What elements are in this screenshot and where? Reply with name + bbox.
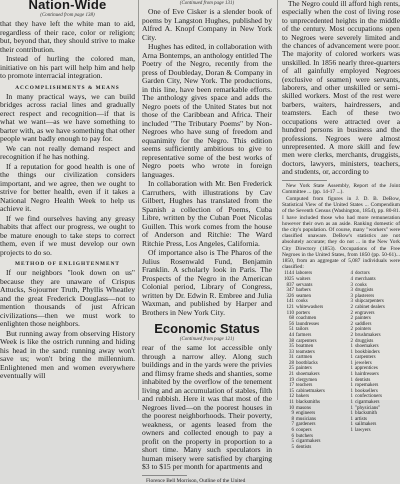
occupation-count: 17 xyxy=(289,383,294,389)
continued-note: (Continued from page 138) xyxy=(40,13,95,18)
occupation-count: 8 xyxy=(291,416,294,422)
occupation-count: 3 xyxy=(350,282,353,288)
occupation-name: cabinetmakers xyxy=(296,388,325,394)
occupation-name: saddlers xyxy=(355,321,372,327)
footnote: Florence Bell Morrison, Outline of the United xyxy=(146,477,246,484)
occupation-name: engravers xyxy=(355,310,375,316)
column-right xyxy=(282,0,400,450)
paragraph: But running away from observing History Week is like the ostrich running and hiding his head in the sand: running away won't save us; won't bring the millennium. Enlightened men and women everywhere eventually will xyxy=(0,328,135,380)
occupation-name: shipcarpenters xyxy=(355,299,384,305)
column-divider xyxy=(277,0,278,400)
occupation-name: engineers xyxy=(296,411,316,417)
occupation-name: confectioners xyxy=(355,394,382,400)
occupation-name: clergymen xyxy=(296,377,318,383)
occupation-count: 1144 xyxy=(284,271,294,277)
occupation-count: 1 xyxy=(350,405,353,411)
occupation-count: 121 xyxy=(286,304,294,310)
occupation-name: waiters xyxy=(296,276,311,282)
occupation-name: bakers xyxy=(296,394,310,400)
occupation-count: 1 xyxy=(350,360,353,366)
occupation-name: musicians xyxy=(296,416,316,422)
occupation-count: 1 xyxy=(350,366,353,372)
occupation-name: masons xyxy=(296,405,311,411)
occupation-name: painters xyxy=(296,366,312,372)
paragraph: Instead of hurling the colored man, initiative on his part will help him and help to promote interracial integration. xyxy=(0,54,135,80)
paragraph: If our neighbors "look down on us" because they are unaware of Crispus Attucks, Sojourner Truth, Phyllis Wheatley and the great Frederick Douglass—not to mention thousands of just African civilizations—then we must work to enlighten those neighbors. xyxy=(0,268,135,328)
occupation-count: 6 xyxy=(291,433,294,439)
occupation-count: 3 xyxy=(350,299,353,305)
occupation-table xyxy=(282,271,400,450)
occupation-count: 44 xyxy=(289,332,294,338)
occupation-count: 33 xyxy=(289,349,294,355)
occupation-count: 38 xyxy=(289,338,294,344)
occupation-name: doctors xyxy=(355,271,370,277)
occupation-name: laundresses xyxy=(296,321,320,327)
paragraph: If we find ourselves having any greasy habits that affect our progress, we ought to be mature enough to take steps to correct them, even if we must develop our own projects to do so. xyxy=(0,213,135,257)
article-heading: Economic Status xyxy=(154,321,260,336)
occupation-name: teamsters xyxy=(296,349,315,355)
occupation-count: 1 xyxy=(350,428,353,433)
occupation-count: 31 xyxy=(289,355,294,361)
occupation-count: 3 xyxy=(350,293,353,299)
column-divider xyxy=(138,0,139,400)
occupation-count: 4 xyxy=(350,271,353,277)
occupation-count: 11 xyxy=(289,400,294,406)
occupation-name: painters xyxy=(355,316,371,322)
occupation-name: druggists xyxy=(355,288,374,294)
paragraph: If a reputation for good health is one of the things our civilization considers important, and we agree, then we ought to strive for better health, even if it takes a National Negro Health Week to help us achieve it. xyxy=(0,161,135,213)
occupation-count: 7 xyxy=(291,422,294,428)
occupation-name: seamen xyxy=(296,293,311,299)
occupation-row xyxy=(341,428,400,434)
paragraph: The Negro could ill afford high rents, especially when the cost of living rose to unprecedented heights in the middle of the century. Most occupations open to Negroes were severely limited and the chances of advancement were poor. The majority of colored workers was unskilled. In 1856 nearly three-quarters of all gainfully employed Negroes (exclusive of seamen) were servants, laborers, and other unskilled or semi-skilled workers. Most of the rest were barbers, waiters, hairdressers, and teamsters. Each of these two occupations were attracted over a hundred persons in business and the professions. Negroes were almost unrepresented. A more skill and few men were clerks, merchants, druggists, doctors, lawyers, ministers, teachers, and students, or, according to xyxy=(282,0,400,177)
occupation-name: cigarmakers xyxy=(355,400,380,406)
footnote: New York State Assembly, Report of the Joint Committee ... (pp. 14-17 ...). xyxy=(282,182,400,195)
occupation-name: blacksmith xyxy=(355,411,377,417)
occupation-count: 326 xyxy=(286,293,294,299)
occupation-count: 837 xyxy=(286,282,294,288)
occupation-count: 56 xyxy=(289,321,294,327)
article-heading: Nation-Wide xyxy=(28,0,107,12)
occupation-count: 51 xyxy=(289,327,294,333)
occupation-count: 2 xyxy=(350,316,353,322)
occupation-name: barbers xyxy=(296,288,311,294)
continued-note: (Continued from page 131) xyxy=(179,1,235,6)
occupation-count: 5 xyxy=(291,439,294,445)
occupation-count: 21 xyxy=(289,372,294,378)
occupation-count: 1 xyxy=(350,394,353,400)
occupation-count: 2 xyxy=(350,327,353,333)
occupation-count: 110 xyxy=(286,310,294,316)
occupation-name: booksellers xyxy=(355,388,378,394)
occupation-row xyxy=(282,445,341,451)
occupation-name: brushmakers xyxy=(355,332,381,338)
occupation-name: hairdressers xyxy=(355,372,379,378)
occupation-count: 1 xyxy=(350,349,353,355)
occupation-name: dentists xyxy=(355,377,371,383)
occupation-name: gardeners xyxy=(296,422,316,428)
occupation-name: boatmen xyxy=(296,344,314,350)
occupation-name: apprentices xyxy=(355,366,378,372)
occupation-count: 3 xyxy=(350,288,353,294)
paragraph: In many practical ways, we can build bridges across racial lines and gradually erect respect and recognition—if that is what we want—as we have something to barter with, as we have something that other people want badly enough to pay for. xyxy=(0,91,135,143)
occupation-count: 12 xyxy=(289,394,294,400)
occupation-count: 1025 xyxy=(284,276,294,282)
paragraph: We can not really demand respect and recognition if he has nothing. xyxy=(0,143,135,161)
occupation-name: cigarmakers xyxy=(296,439,321,445)
footnote-rule xyxy=(282,180,327,181)
occupation-count: 141 xyxy=(286,299,294,305)
occupation-list-left xyxy=(282,271,341,450)
occupation-name: whitewashers xyxy=(296,304,324,310)
occupation-name: cooks xyxy=(296,299,308,305)
paragraph: that they have left the white man to aid, regardless of their race, color or religion; but, beyond that, they should strive to make their contribution. xyxy=(0,19,135,54)
occupation-name: jewelers xyxy=(355,360,372,366)
occupation-name: sailmakers xyxy=(355,422,377,428)
occupation-name: plasterers xyxy=(355,293,375,299)
occupation-count: 5 xyxy=(291,444,294,450)
occupation-name: tailors xyxy=(296,327,309,333)
paragraph: rear of the same lot accessible only through a narrow alley. Along such buildings and in the yards were the privies and flimsy frame sheds and shanties, some inhabited by the overflow of the tenement living and an accumulation of stables, filth and rubbish. Here it was that most of the Negroes lived—on the poorest houses in the poorest neighborhoods. Their poverty, weakness, or agents leased from the owners and collected enough to pay a profit on the property in proportion to a short time. Many such speculators in human misery were satisfied by charging $3 to $15 per month for apartments and xyxy=(142,343,272,471)
occupation-count: 4 xyxy=(350,276,353,282)
occupation-count: 2 xyxy=(350,332,353,338)
occupation-name: cabinet dealers xyxy=(355,304,385,310)
occupation-list-right xyxy=(341,271,400,450)
occupation-name: pointers xyxy=(355,327,372,333)
occupation-name: lawyers xyxy=(355,428,371,433)
occupation-count: 2 xyxy=(350,338,353,344)
occupation-count: 35 xyxy=(289,344,294,350)
occupation-count: 1 xyxy=(350,416,353,422)
continued-note: (Continued from page 121) xyxy=(179,337,235,342)
occupation-name: shoemakers xyxy=(355,344,379,350)
paragraph: Hughes has edited, in collaboration with Arna Bontemps, an anthology entitled The Poetry of the Negro, recently from the press of Doubleday, Doran & Company in Garden City, New York. The productions, in this line, have been remarkable efforts. The anthology gives space and adds the Negro poets of the United States but not those of the Caribbean and Africa. Their included "The Tributary Poems" by Non-Negroes who have sung of freedom and equanimity for the Negro. This edition seems sufficiently ambitious to give to representative some of the best works of Negro poets who wrote in foreign languages. xyxy=(142,42,272,179)
occupation-count: 25 xyxy=(289,366,294,372)
occupation-name: merchants xyxy=(355,276,376,282)
occupation-name: coachmen xyxy=(296,316,317,322)
footnote-rule xyxy=(142,475,187,476)
occupation-name: carpenters xyxy=(355,355,376,361)
occupation-name: cartmen xyxy=(296,355,313,361)
occupation-count: 1 xyxy=(350,372,353,378)
occupation-name: bootblacks xyxy=(296,360,318,366)
occupation-name: laborers xyxy=(296,271,313,277)
occupation-count: 1 xyxy=(350,355,353,361)
occupation-count: 10 xyxy=(289,405,294,411)
occupation-name: butchers xyxy=(296,433,313,439)
occupation-count: 1 xyxy=(350,411,353,417)
occupation-name: ropemakers xyxy=(355,383,379,389)
occupation-count: 6 xyxy=(291,428,294,433)
occupation-name: farmers xyxy=(296,332,312,338)
column-nation-wide xyxy=(0,0,135,400)
subheading: METHOD OF ENLIGHTENMENT xyxy=(15,261,120,267)
occupation-name: coopers xyxy=(296,428,312,433)
occupation-count: 19 xyxy=(289,377,294,383)
occupation-count: 2 xyxy=(350,310,353,316)
paragraph: Of importance also is The Pharos of the Julius Rosenwald Fund, Benjamin Franklin. A scholarly look in Paris. The Prospects of the Negro in the American Colonial period, Library of Congress, written by Dr. Edwin R. Embree and Julia Waxman, and published by Harper and Brothers in New York City. xyxy=(142,248,272,317)
occupation-name: blacksmiths xyxy=(296,400,320,406)
occupation-count: 1 xyxy=(350,422,353,428)
occupation-count: 347 xyxy=(286,288,294,294)
occupation-count: 28 xyxy=(289,360,294,366)
occupation-name: carpenters xyxy=(296,338,317,344)
occupation-name: "physicians" xyxy=(355,405,381,411)
occupation-count: 1 xyxy=(350,377,353,383)
occupation-name: cooks xyxy=(355,282,367,288)
paragraph: In collaboration with Mr. Ben Frederick Carruthers, with illustrations by Cav Gilbert, Hughes has translated from the Spanish a collection of Poems, Cuba Libre, written by the Cuban Poet Nicolas Guillen. This work comes from the house of Anderson and Ritchie: The Ward Ritchie Press, Los Angeles, California. xyxy=(142,179,272,248)
occupation-count: 1 xyxy=(350,400,353,406)
occupation-count: 2 xyxy=(350,321,353,327)
occupation-name: shoemakers xyxy=(296,372,320,378)
occupation-count: 1 xyxy=(350,344,353,350)
occupation-name: druggists xyxy=(355,338,374,344)
occupation-name: porters xyxy=(296,310,310,316)
occupation-count: 15 xyxy=(289,388,294,394)
occupation-count: 1 xyxy=(350,388,353,394)
paragraph: One of Eve Cisker is a slender book of poems by Langston Hughes, published by Alfred A. Knopf Company in New York City. xyxy=(142,7,272,42)
occupation-name: dentists xyxy=(296,444,312,450)
footnote: Computed from figures in J. D. B. DeBow, Statistical View of the United States ... Compendium of the Seventh Census (Washington, 1854), pp. 80-81. I have included those who had more remuneration however their own as an aside. Ranking domestic of the city's population. Of course, many "workers" were classified unaware. DeBow's statistics are not absolutely accurate; they do not ... in the New York City Directory (1853). Occupations of the Free Negroes in the United States, from 1850 (pp. 50-61)... 1850, from an aggregate of 5,087 individuals were classified: xyxy=(282,195,400,271)
occupation-name: teachers xyxy=(296,383,313,389)
subheading: ACCOMPLISHMENTS & MEANS xyxy=(15,84,120,91)
occupation-count: 1 xyxy=(350,383,353,389)
occupation-name: artists xyxy=(355,416,367,422)
occupation-count: 2 xyxy=(350,304,353,310)
column-middle xyxy=(142,0,272,484)
occupation-name: bookbinders xyxy=(355,349,380,355)
occupation-count: 9 xyxy=(291,411,294,417)
occupation-count: 68 xyxy=(289,316,294,322)
occupation-name: servants xyxy=(296,282,313,288)
